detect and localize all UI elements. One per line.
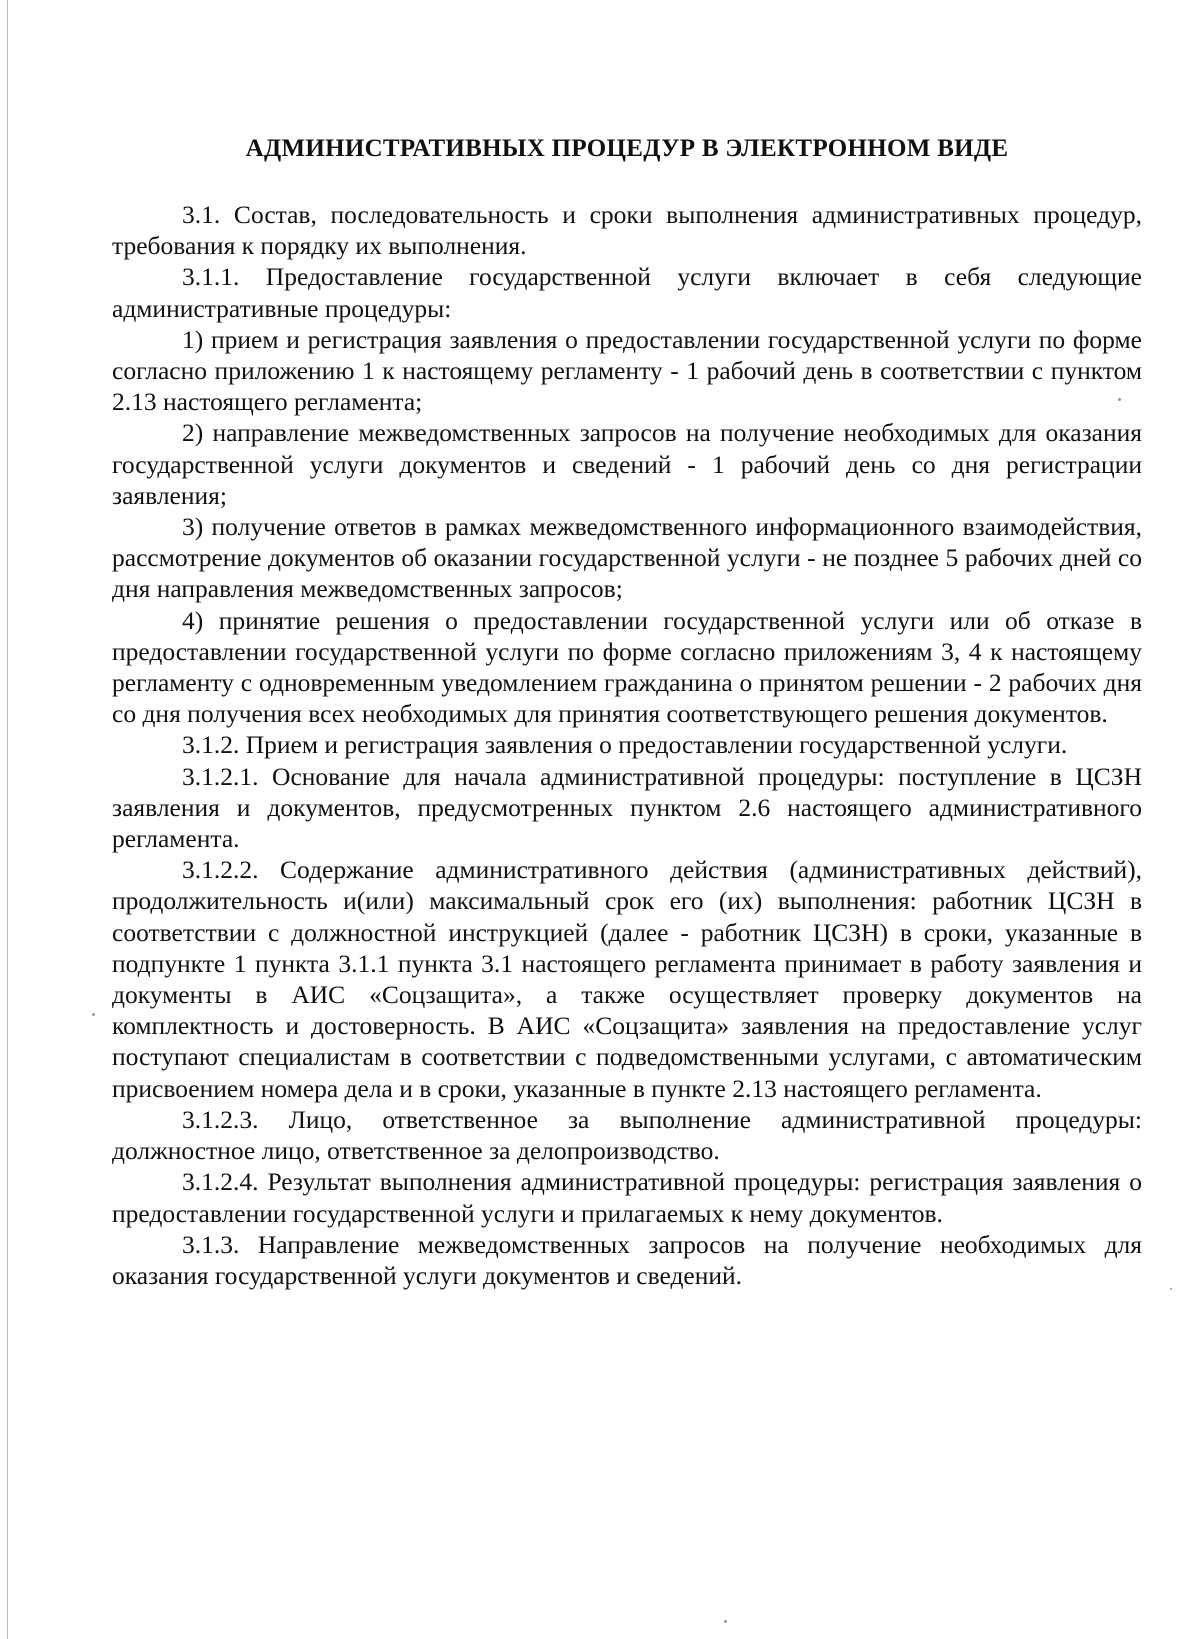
paragraph-3-1-2-4: 3.1.2.4. Результат выполнения административной процедуры: регистрация заявления о предоставлении государственной услуги и прилагаемых к нему документов. — [112, 1167, 1142, 1228]
list-item-2: 2) направление межведомственных запросов на получение необходимых для оказания государственной услуги документов и сведений - 1 рабочий день со дня регистрации заявления; — [112, 418, 1142, 510]
scan-speck — [1118, 398, 1121, 401]
list-item-4: 4) принятие решения о предоставлении государственной услуги или об отказе в предоставлении государственной услуги по форме согласно приложениям 3, 4 к настоящему регламенту с одновременным уведомлением гражданина о принятом решении - 2 рабочих дня со дня получения всех необходимых для принятия соответствующего решения документов. — [112, 605, 1142, 729]
scan-speck — [1170, 1288, 1172, 1290]
scan-speck — [92, 1013, 95, 1016]
document-body — [112, 199, 1142, 1291]
list-item-3: 3) получение ответов в рамках межведомственного информационного взаимодействия, рассмотрение документов об оказании государственной услуги - не позднее 5 рабочих дней со дня направления межведомственных запросов; — [112, 512, 1142, 604]
scan-edge-line — [7, 0, 8, 1639]
paragraph-3-1-1: 3.1.1. Предоставление государственной услуги включает в себя следующие административные процедуры: — [112, 262, 1142, 323]
scan-speck — [724, 1620, 727, 1623]
paragraph-3-1-2-2: 3.1.2.2. Содержание административного действия (административных действий), продолжительность и(или) максимальный срок его (их) выполнения: работник ЦСЗН в соответствии с должностной инструкцией (далее - работник ЦСЗН) в сроки, указанные в подпункте 1 пункта 3.1.1 пункта 3.1 настоящего регламента принимает в работу заявления и документы в АИС «Соцзащита», а также осуществляет проверку документов на комплектность и достоверность. В АИС «Соцзащита» заявления на предоставление услуг поступают специалистам в соответствии с подведомственными услугами, с автоматическим присвоением номера дела и в сроки, указанные в пункте 2.13 настоящего регламента. — [112, 855, 1142, 1103]
paragraph-3-1-2-1: 3.1.2.1. Основание для начала административной процедуры: поступление в ЦСЗН заявления и документов, предусмотренных пунктом 2.6 настоящего административного регламента. — [112, 761, 1142, 854]
paragraph-3-1-3: 3.1.3. Направление межведомственных запросов на получение необходимых для оказания государственной услуги документов и сведений. — [112, 1229, 1142, 1290]
list-item-1: 1) прием и регистрация заявления о предоставлении государственной услуги по форме согласно приложению 1 к настоящему регламенту - 1 рабочий день в соответствии с пунктом 2.13 настоящего регламента; — [112, 324, 1142, 417]
section-heading: АДМИНИСТРАТИВНЫХ ПРОЦЕДУР В ЭЛЕКТРОННОМ ВИДЕ — [245, 135, 1009, 162]
paragraph-3-1: 3.1. Состав, последовательность и сроки выполнения административных процедур, требования к порядку их выполнения. — [112, 200, 1142, 261]
paragraph-3-1-2-3: 3.1.2.3. Лицо, ответственное за выполнение административной процедуры: должностное лицо, ответственное за делопроизводство. — [112, 1104, 1142, 1166]
paragraph-3-1-2: 3.1.2. Прием и регистрация заявления о предоставлении государственной услуги. — [182, 730, 1068, 760]
